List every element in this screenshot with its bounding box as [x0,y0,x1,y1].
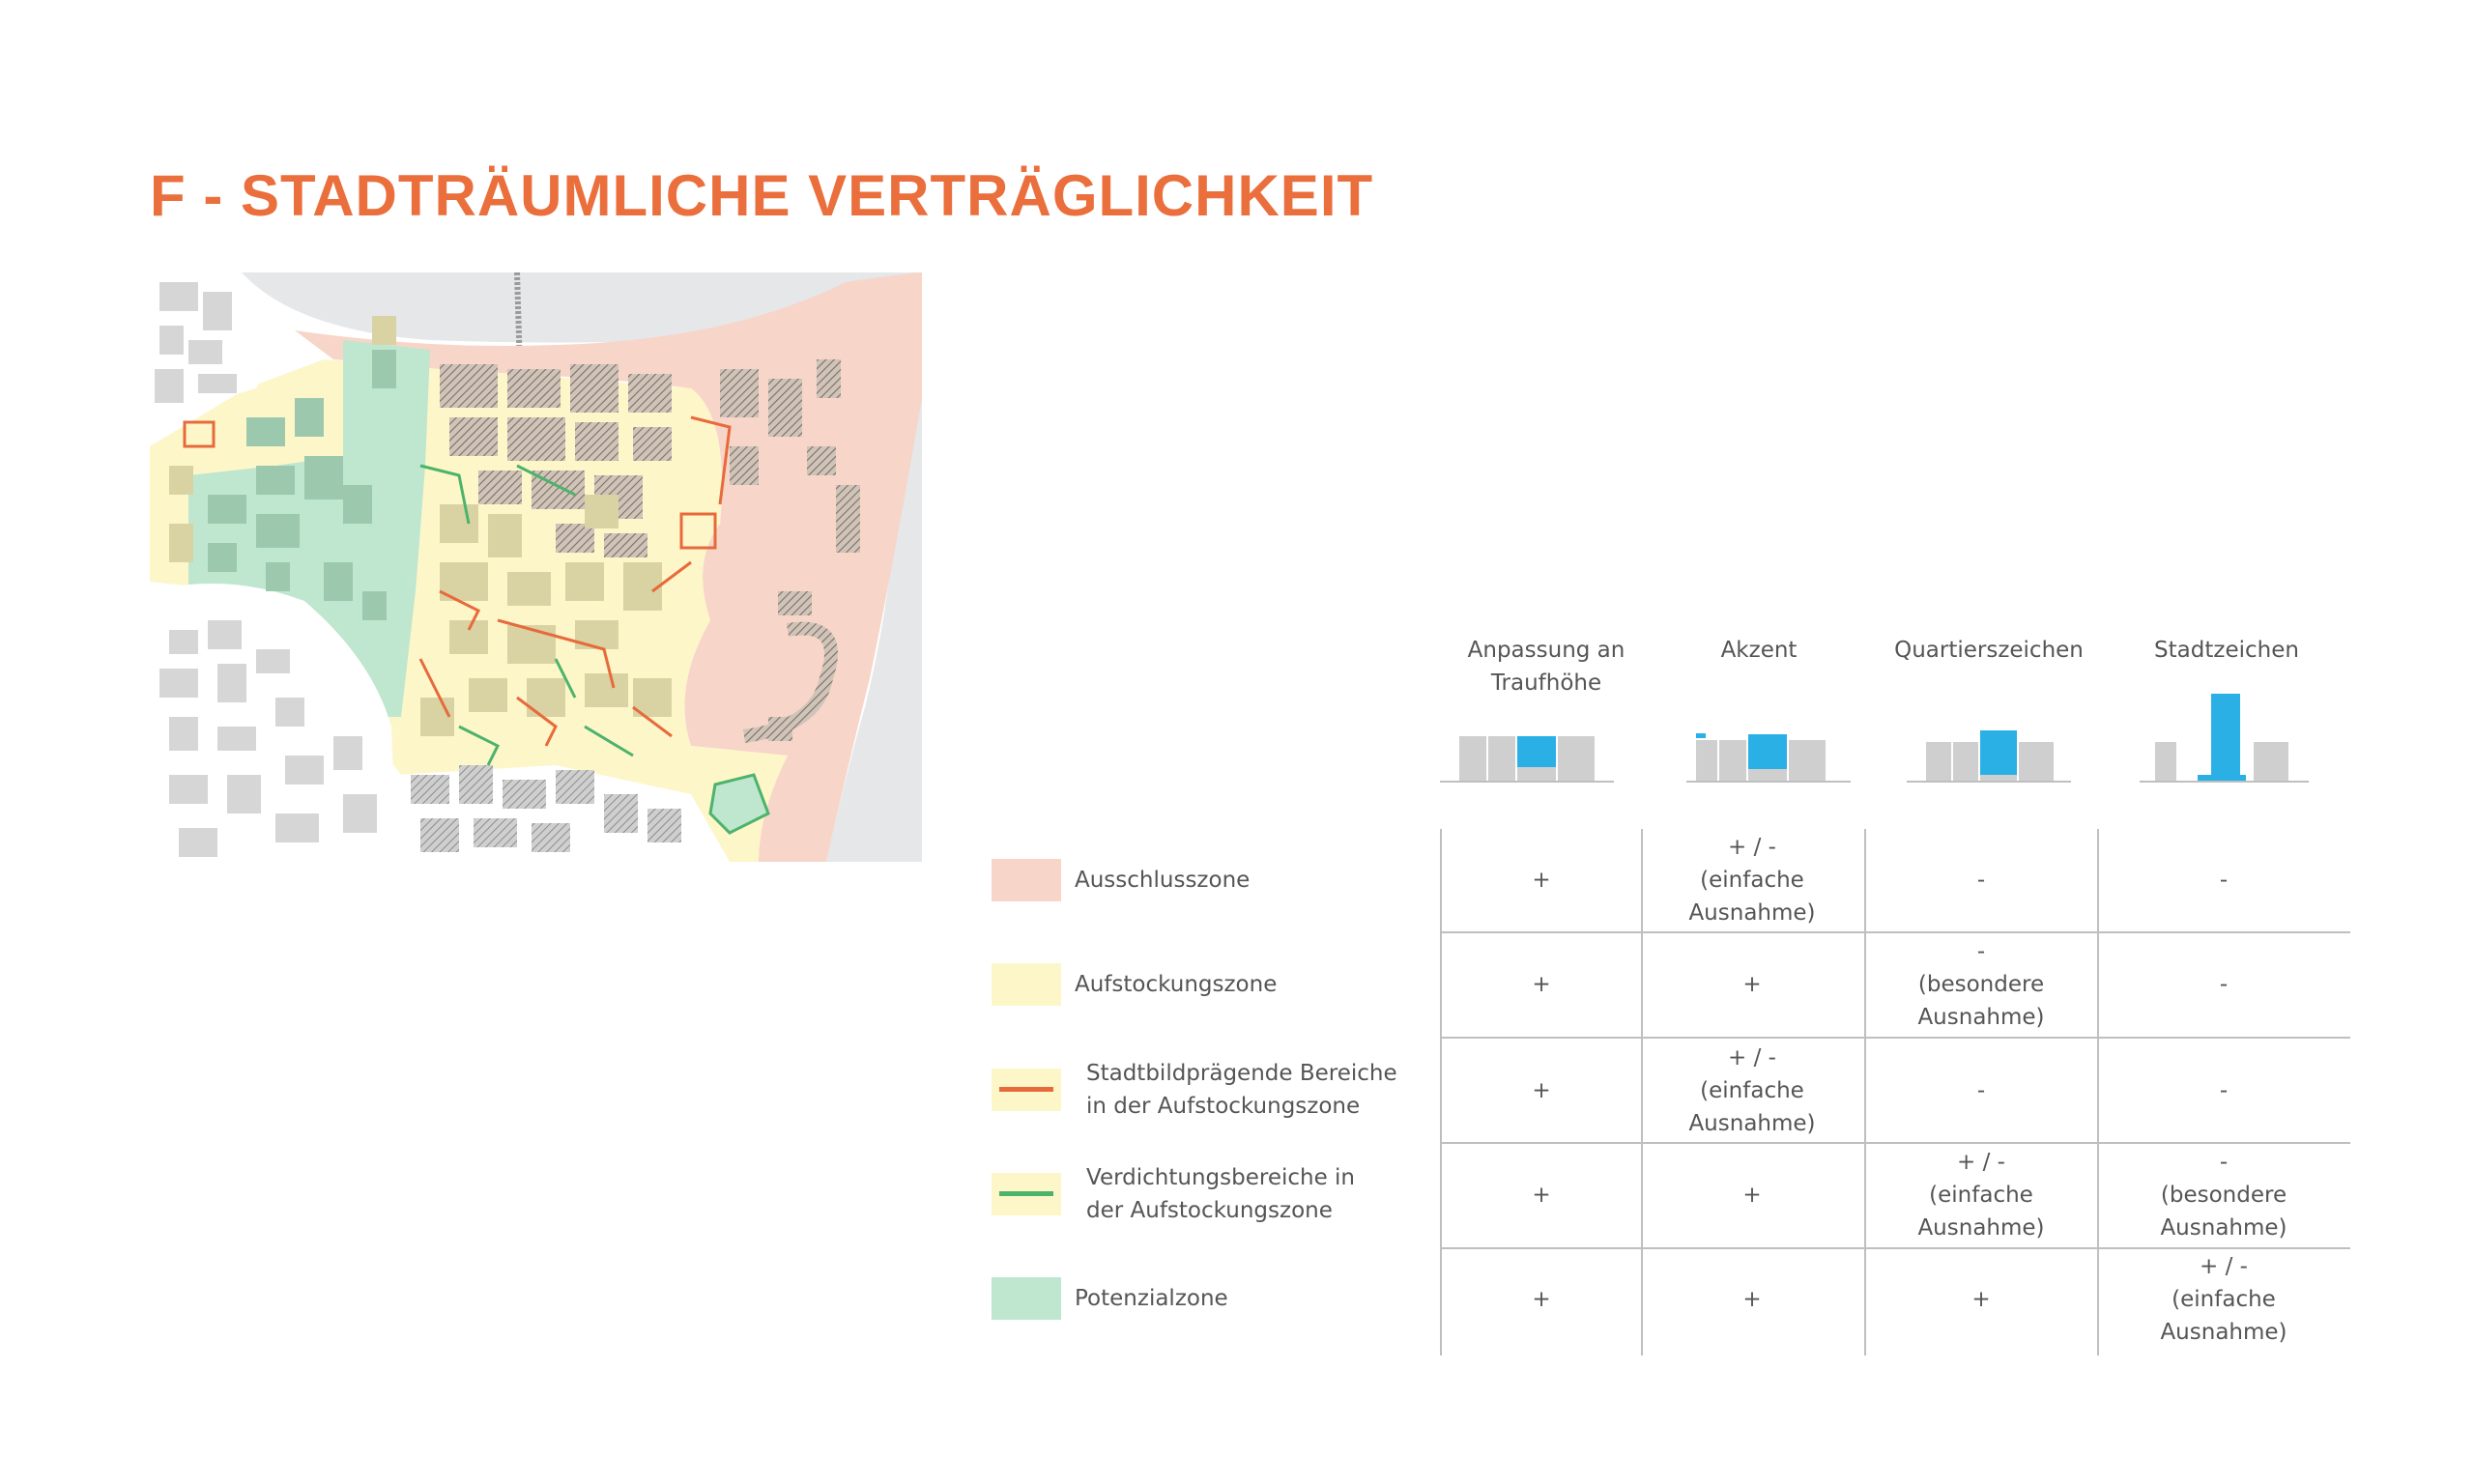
legend-row-verdichtung [992,1165,1441,1223]
legend-label: Stadtbildprägende Bereiche in der Aufstockungszone [1086,1061,1397,1119]
cell-r4-c1: + [1532,1183,1551,1208]
cell-r5-c2: + [1742,1287,1762,1312]
cell-r3-c1: + [1532,1078,1551,1103]
cell-r4-c2: + [1742,1183,1762,1208]
column-header-stadtzeichen: Stadtzeichen [2154,638,2299,663]
legend-row-ausschlusszone [992,859,1441,901]
orange-line-icon [999,1087,1053,1092]
grid-hline-1 [1440,931,2350,933]
legend-label: Ausschlusszone [1075,868,1251,893]
grid-hline-2 [1440,1037,2350,1039]
aufstockungszone-swatch [992,963,1061,1006]
cell-r3-c3: - [1976,1078,1986,1103]
cell-r2-c4: - [2219,972,2229,997]
cell-r3-c4: - [2219,1078,2229,1103]
zoning-map [150,272,922,862]
green-line-icon [999,1191,1053,1196]
page-title: F - STADTRÄUMLICHE VERTRÄGLICHKEIT [150,163,1374,228]
column-header-quartierszeichen: Quartierszeichen [1894,638,2084,663]
grid-vline-4 [2097,829,2099,1356]
grid-hline-4 [1440,1247,2350,1249]
akzent-icon [1686,730,1860,785]
cell-r5-c4: + / - (einfache Ausnahme) [2160,1254,2287,1345]
column-header-akzent: Akzent [1720,638,1798,663]
grid-vline-3 [1864,829,1866,1356]
stadtzeichen-icon [2140,692,2314,785]
column-header-anpassung: Anpassung an Traufhöhe [1467,638,1625,696]
legend-label: Verdichtungsbereiche in der Aufstockungszone [1086,1165,1356,1223]
cell-r1-c3: - [1976,868,1986,893]
legend-label: Potenzialzone [1075,1286,1228,1311]
cell-r4-c4: - (besondere Ausnahme) [2160,1150,2287,1241]
legend-row-aufstockungszone [992,963,1441,1006]
cell-r2-c1: + [1532,972,1551,997]
legend-row-potenzialzone [992,1277,1441,1320]
legend-row-stadtbildpraegend [992,1061,1441,1119]
cell-r2-c3: - (besondere Ausnahme) [1917,939,2045,1030]
cell-r1-c4: - [2219,868,2229,893]
cell-r4-c3: + / - (einfache Ausnahme) [1917,1150,2045,1241]
grid-hline-3 [1440,1142,2350,1144]
ausschlusszone-swatch [992,859,1061,901]
stadtbildpraegend-swatch [992,1069,1061,1111]
cell-r5-c1: + [1532,1287,1551,1312]
verdichtung-swatch [992,1173,1061,1215]
cell-r1-c2: + / - (einfache Ausnahme) [1688,835,1816,926]
legend-label: Aufstockungszone [1075,972,1278,997]
anpassung-traufhoehe-icon [1440,730,1614,785]
cell-r1-c1: + [1532,868,1551,893]
quartierszeichen-icon [1907,730,2081,785]
cell-r3-c2: + / - (einfache Ausnahme) [1688,1045,1816,1136]
cell-r5-c3: + [1971,1287,1991,1312]
potenzialzone-swatch [992,1277,1061,1320]
cell-r2-c2: + [1742,972,1762,997]
